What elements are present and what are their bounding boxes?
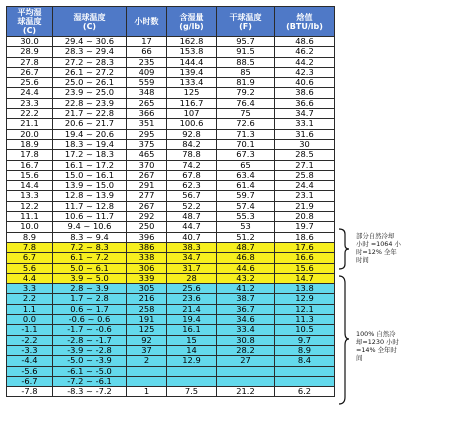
table-row [7,315,335,325]
dry-bulb-cell: 21.2 [217,387,275,397]
humidity-ratio-cell: 40.7 [167,232,217,242]
dry-bulb-cell: 81.9 [217,78,275,88]
avg-wet-bulb-cell: 18.9 [7,139,53,149]
wet-bulb-range-cell: -0.6 ~ 0.6 [53,315,127,325]
hours-cell: 92 [127,335,167,345]
avg-wet-bulb-cell: 24.4 [7,88,53,98]
humidity-ratio-cell: 12.9 [167,356,217,366]
table-row [7,273,335,283]
avg-wet-bulb-cell: 20.0 [7,129,53,139]
hours-cell: 305 [127,284,167,294]
enthalpy-cell: 9.7 [275,335,335,345]
avg-wet-bulb-cell: 10.0 [7,222,53,232]
wet-bulb-range-cell: 26.1 ~ 27.2 [53,67,127,77]
table-row [7,212,335,222]
table-row [7,160,335,170]
humidity-ratio-cell: 31.7 [167,263,217,273]
table-row [7,98,335,108]
humidity-ratio-cell: 107 [167,109,217,119]
table-row [7,356,335,366]
table-row [7,139,335,149]
dry-bulb-cell: 75 [217,109,275,119]
humidity-ratio-cell: 67.8 [167,170,217,180]
wet-bulb-range-cell: -6.1 ~ -5.0 [53,366,127,376]
dry-bulb-cell: 27 [217,356,275,366]
humidity-ratio-cell: 23.6 [167,294,217,304]
dry-bulb-cell: 71.3 [217,129,275,139]
dry-bulb-cell [217,376,275,386]
enthalpy-cell: 16.6 [275,253,335,263]
avg-wet-bulb-cell: 8.9 [7,232,53,242]
hours-cell: 267 [127,201,167,211]
dry-bulb-cell: 88.5 [217,57,275,67]
humidity-ratio-cell: 125 [167,88,217,98]
hours-cell: 17 [127,37,167,47]
hours-cell: 2 [127,356,167,366]
avg-wet-bulb-cell: 6.7 [7,253,53,263]
table-row [7,191,335,201]
full-cooling-brace [338,275,350,405]
dry-bulb-cell: 67.3 [217,150,275,160]
wet-bulb-range-cell: 21.7 ~ 22.8 [53,109,127,119]
hours-cell: 277 [127,191,167,201]
table-row [7,304,335,314]
header-avg-wet-bulb: 平均湿 球温度 (C) [7,7,53,37]
enthalpy-cell: 8.9 [275,345,335,355]
humidity-ratio-cell: 48.7 [167,212,217,222]
avg-wet-bulb-cell: -6.7 [7,376,53,386]
hours-cell: 396 [127,232,167,242]
enthalpy-cell: 15.6 [275,263,335,273]
avg-wet-bulb-cell: 15.6 [7,170,53,180]
wet-bulb-range-cell: -8.3 ~ -7.2 [53,387,127,397]
humidity-ratio-cell: 19.4 [167,315,217,325]
table-row [7,325,335,335]
humidity-ratio-cell: 144.4 [167,57,217,67]
humidity-ratio-cell: 62.3 [167,181,217,191]
humidity-ratio-cell: 25.6 [167,284,217,294]
hours-cell: 125 [127,325,167,335]
table-row [7,67,335,77]
dry-bulb-cell: 53 [217,222,275,232]
dry-bulb-cell: 48.7 [217,242,275,252]
humidity-ratio-cell: 153.8 [167,47,217,57]
avg-wet-bulb-cell: 16.7 [7,160,53,170]
wet-bulb-range-cell: 29.4 ~ 30.6 [53,37,127,47]
hours-cell: 338 [127,253,167,263]
table-row [7,119,335,129]
enthalpy-cell: 23.1 [275,191,335,201]
table-row [7,150,335,160]
hours-cell [127,376,167,386]
wet-bulb-range-cell: 11.7 ~ 12.8 [53,201,127,211]
dry-bulb-cell: 95.7 [217,37,275,47]
wet-bulb-range-cell: 22.8 ~ 23.9 [53,98,127,108]
dry-bulb-cell: 72.6 [217,119,275,129]
hours-cell: 339 [127,273,167,283]
enthalpy-cell: 33.1 [275,119,335,129]
wet-bulb-range-cell: 7.2 ~ 8.3 [53,242,127,252]
table-row [7,181,335,191]
hours-cell: 216 [127,294,167,304]
dry-bulb-cell: 46.8 [217,253,275,263]
enthalpy-cell: 17.6 [275,242,335,252]
enthalpy-cell: 11.3 [275,315,335,325]
enthalpy-cell: 28.5 [275,150,335,160]
header-dry-bulb: 干球温度 (F) [217,7,275,37]
enthalpy-cell: 6.2 [275,387,335,397]
enthalpy-cell [275,366,335,376]
table-row [7,366,335,376]
wet-bulb-range-cell: 3.9 ~ 5.0 [53,273,127,283]
enthalpy-cell: 25.8 [275,170,335,180]
table-row [7,345,335,355]
wet-bulb-temperature-table [6,6,335,397]
dry-bulb-cell: 33.4 [217,325,275,335]
partial-cooling-brace [338,228,350,270]
avg-wet-bulb-cell: 7.8 [7,242,53,252]
hours-cell: 351 [127,119,167,129]
wet-bulb-range-cell: 8.3 ~ 9.4 [53,232,127,242]
enthalpy-cell: 36.6 [275,98,335,108]
dry-bulb-cell: 41.2 [217,284,275,294]
enthalpy-cell: 42.3 [275,67,335,77]
partial-free-cooling-note: 部分自然冷却 小时 =1064 小 时=12% 全年 时间 [356,232,401,264]
dry-bulb-cell: 85 [217,67,275,77]
dry-bulb-cell: 51.2 [217,232,275,242]
avg-wet-bulb-cell: 13.3 [7,191,53,201]
avg-wet-bulb-cell: 4.4 [7,273,53,283]
dry-bulb-cell: 28.2 [217,345,275,355]
table-row [7,222,335,232]
header-wet-bulb-range: 湿球温度 (C) [53,7,127,37]
wet-bulb-range-cell: 9.4 ~ 10.6 [53,222,127,232]
enthalpy-cell: 12.1 [275,304,335,314]
avg-wet-bulb-cell: 30.0 [7,37,53,47]
avg-wet-bulb-cell: 25.6 [7,78,53,88]
hours-cell: 37 [127,345,167,355]
hours-cell: 267 [127,170,167,180]
hours-cell: 386 [127,242,167,252]
table-row [7,242,335,252]
table-row [7,294,335,304]
wet-bulb-range-cell: 23.9 ~ 25.0 [53,88,127,98]
hours-cell: 1 [127,387,167,397]
avg-wet-bulb-cell: 11.1 [7,212,53,222]
header-hours: 小时数 [127,7,167,37]
dry-bulb-cell: 91.5 [217,47,275,57]
header-enthalpy: 焓值 (BTU/lb) [275,7,335,37]
hours-cell: 235 [127,57,167,67]
table-row [7,376,335,386]
wet-bulb-range-cell: 2.8 ~ 3.9 [53,284,127,294]
wet-bulb-range-cell: 27.2 ~ 28.3 [53,57,127,67]
table-row [7,170,335,180]
humidity-ratio-cell: 78.8 [167,150,217,160]
table-row [7,253,335,263]
enthalpy-cell [275,376,335,386]
humidity-ratio-cell: 74.2 [167,160,217,170]
avg-wet-bulb-cell: -2.2 [7,335,53,345]
enthalpy-cell: 12.9 [275,294,335,304]
table-row [7,78,335,88]
dry-bulb-cell: 34.6 [217,315,275,325]
wet-bulb-range-cell: 10.6 ~ 11.7 [53,212,127,222]
enthalpy-cell: 18.6 [275,232,335,242]
hours-cell: 409 [127,67,167,77]
humidity-ratio-cell: 16.1 [167,325,217,335]
enthalpy-cell: 21.9 [275,201,335,211]
avg-wet-bulb-cell: 2.2 [7,294,53,304]
enthalpy-cell: 14.7 [275,273,335,283]
humidity-ratio-cell [167,366,217,376]
humidity-ratio-cell: 28 [167,273,217,283]
dry-bulb-cell: 59.7 [217,191,275,201]
hours-cell: 366 [127,109,167,119]
avg-wet-bulb-cell: 12.2 [7,201,53,211]
avg-wet-bulb-cell: 23.3 [7,98,53,108]
dry-bulb-cell: 61.4 [217,181,275,191]
header-humidity-ratio: 含湿量 (g/lb) [167,7,217,37]
enthalpy-cell: 34.7 [275,109,335,119]
humidity-ratio-cell [167,376,217,386]
avg-wet-bulb-cell: -7.8 [7,387,53,397]
table-row [7,57,335,67]
wet-bulb-range-cell: 1.7 ~ 2.8 [53,294,127,304]
full-free-cooling-note: 100% 自然冷 却=1230 小时 =14% 全年时 间 [356,330,399,362]
wet-bulb-range-cell: -3.9 ~ -2.8 [53,345,127,355]
table-row [7,109,335,119]
wet-bulb-range-cell: -2.8 ~ -1.7 [53,335,127,345]
wet-bulb-range-cell: 15.0 ~ 16.1 [53,170,127,180]
humidity-ratio-cell: 34.7 [167,253,217,263]
dry-bulb-cell [217,366,275,376]
table-row [7,37,335,47]
humidity-ratio-cell: 92.8 [167,129,217,139]
table-body [7,37,335,397]
dry-bulb-cell: 65 [217,160,275,170]
wet-bulb-range-cell: 0.6 ~ 1.7 [53,304,127,314]
enthalpy-cell: 38.6 [275,88,335,98]
humidity-ratio-cell: 14 [167,345,217,355]
avg-wet-bulb-cell: 28.9 [7,47,53,57]
humidity-ratio-cell: 21.4 [167,304,217,314]
humidity-ratio-cell: 162.8 [167,37,217,47]
avg-wet-bulb-cell: -1.1 [7,325,53,335]
dry-bulb-cell: 38.7 [217,294,275,304]
wet-bulb-range-cell: 5.0 ~ 6.1 [53,263,127,273]
hours-cell: 306 [127,263,167,273]
wet-bulb-range-cell: 16.1 ~ 17.2 [53,160,127,170]
table-row [7,201,335,211]
avg-wet-bulb-cell: -5.6 [7,366,53,376]
enthalpy-cell: 44.2 [275,57,335,67]
enthalpy-cell: 19.7 [275,222,335,232]
wet-bulb-range-cell: 17.2 ~ 18.3 [53,150,127,160]
avg-wet-bulb-cell: 5.6 [7,263,53,273]
hours-cell: 295 [127,129,167,139]
hours-cell: 292 [127,212,167,222]
humidity-ratio-cell: 15 [167,335,217,345]
dry-bulb-cell: 36.7 [217,304,275,314]
humidity-ratio-cell: 7.5 [167,387,217,397]
enthalpy-cell: 24.4 [275,181,335,191]
avg-wet-bulb-cell: 14.4 [7,181,53,191]
hours-cell: 250 [127,222,167,232]
avg-wet-bulb-cell: -4.4 [7,356,53,366]
enthalpy-cell: 20.8 [275,212,335,222]
dry-bulb-cell: 79.2 [217,88,275,98]
dry-bulb-cell: 55.3 [217,212,275,222]
enthalpy-cell: 13.8 [275,284,335,294]
humidity-ratio-cell: 100.6 [167,119,217,129]
humidity-ratio-cell: 56.7 [167,191,217,201]
avg-wet-bulb-cell: -3.3 [7,345,53,355]
hours-cell: 191 [127,315,167,325]
humidity-ratio-cell: 38.3 [167,242,217,252]
humidity-ratio-cell: 44.7 [167,222,217,232]
dry-bulb-cell: 44.6 [217,263,275,273]
wet-bulb-range-cell: 13.9 ~ 15.0 [53,181,127,191]
avg-wet-bulb-cell: 0.0 [7,315,53,325]
dry-bulb-cell: 70.1 [217,139,275,149]
table-row [7,335,335,345]
hours-cell: 291 [127,181,167,191]
avg-wet-bulb-cell: 21.1 [7,119,53,129]
humidity-ratio-cell: 52.2 [167,201,217,211]
table-row [7,129,335,139]
enthalpy-cell: 48.6 [275,37,335,47]
hours-cell: 375 [127,139,167,149]
avg-wet-bulb-cell: 1.1 [7,304,53,314]
wet-bulb-range-cell: 6.1 ~ 7.2 [53,253,127,263]
humidity-ratio-cell: 116.7 [167,98,217,108]
hours-cell: 370 [127,160,167,170]
hours-cell: 265 [127,98,167,108]
hours-cell: 559 [127,78,167,88]
table-row [7,47,335,57]
hours-cell [127,366,167,376]
humidity-ratio-cell: 133.4 [167,78,217,88]
wet-bulb-range-cell: 19.4 ~ 20.6 [53,129,127,139]
table-row [7,387,335,397]
wet-bulb-range-cell: 28.3 ~ 29.4 [53,47,127,57]
hours-cell: 465 [127,150,167,160]
enthalpy-cell: 8.4 [275,356,335,366]
enthalpy-cell: 40.6 [275,78,335,88]
humidity-ratio-cell: 139.4 [167,67,217,77]
temperature-table-container [6,6,335,397]
avg-wet-bulb-cell: 22.2 [7,109,53,119]
avg-wet-bulb-cell: 17.8 [7,150,53,160]
humidity-ratio-cell: 84.2 [167,139,217,149]
dry-bulb-cell: 63.4 [217,170,275,180]
enthalpy-cell: 10.5 [275,325,335,335]
wet-bulb-range-cell: 20.6 ~ 21.7 [53,119,127,129]
enthalpy-cell: 27.1 [275,160,335,170]
hours-cell: 66 [127,47,167,57]
avg-wet-bulb-cell: 3.3 [7,284,53,294]
wet-bulb-range-cell: -5.0 ~ -3.9 [53,356,127,366]
dry-bulb-cell: 43.2 [217,273,275,283]
enthalpy-cell: 46.2 [275,47,335,57]
wet-bulb-range-cell: 25.0 ~ 26.1 [53,78,127,88]
wet-bulb-range-cell: 18.3 ~ 19.4 [53,139,127,149]
dry-bulb-cell: 30.8 [217,335,275,345]
hours-cell: 348 [127,88,167,98]
wet-bulb-range-cell: -7.2 ~ -6.1 [53,376,127,386]
avg-wet-bulb-cell: 26.7 [7,67,53,77]
table-row [7,232,335,242]
enthalpy-cell: 30 [275,139,335,149]
table-row [7,284,335,294]
table-row [7,88,335,98]
wet-bulb-range-cell: -1.7 ~ -0.6 [53,325,127,335]
dry-bulb-cell: 57.4 [217,201,275,211]
header-row [7,7,335,37]
wet-bulb-range-cell: 12.8 ~ 13.9 [53,191,127,201]
enthalpy-cell: 31.6 [275,129,335,139]
dry-bulb-cell: 76.4 [217,98,275,108]
table-row [7,263,335,273]
avg-wet-bulb-cell: 27.8 [7,57,53,67]
hours-cell: 258 [127,304,167,314]
